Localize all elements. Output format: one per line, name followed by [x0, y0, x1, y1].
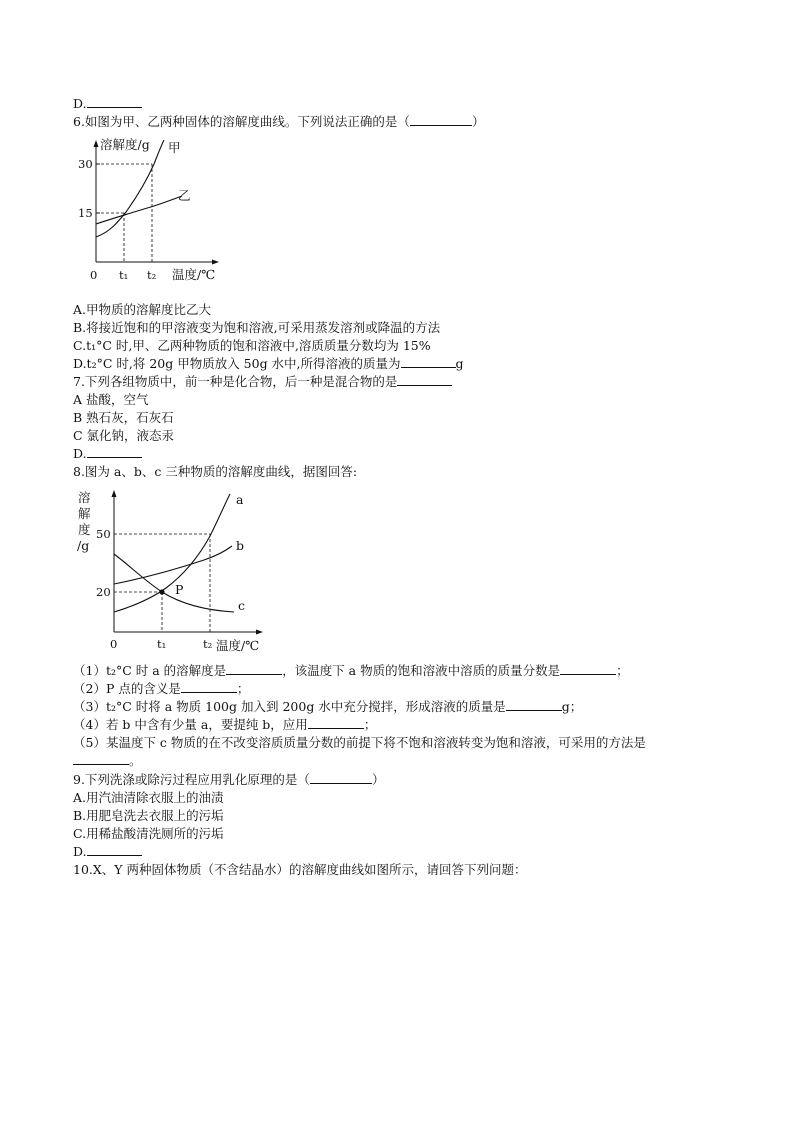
q8-part-5-blank: [73, 752, 142, 770]
origin-label: 0: [110, 637, 118, 651]
y-tick-15: 15: [78, 206, 93, 220]
q8-stem: [73, 463, 357, 481]
q8-part-3: [73, 698, 582, 716]
q6-option-b: [73, 319, 440, 337]
point-p: [159, 589, 164, 594]
option-text: A.用汽油清除衣服上的油渍: [73, 790, 224, 805]
x-axis-arrow: [256, 630, 263, 635]
q8-part-1: [73, 662, 629, 680]
y-axis-label: 溶解度/g: [100, 137, 150, 152]
x-axis-arrow: [212, 260, 219, 265]
series-b: [114, 546, 232, 584]
question-text: 6.如图为甲、乙两种固体的溶解度曲线。下列说法正确的是（: [73, 114, 410, 129]
option-text: A 盐酸，空气: [73, 392, 149, 407]
question-text-end: ）: [371, 772, 385, 787]
answer-blank: [87, 95, 142, 108]
answer-blank: [401, 355, 456, 368]
series-jia: [96, 140, 164, 237]
q7-option-a: [73, 391, 149, 409]
q9-option-c: [73, 825, 224, 843]
option-text-end: g: [455, 356, 464, 371]
question-text: 9.下列洗涤或除污过程应用乳化原理的是（: [73, 772, 310, 787]
question-text: （4）若 b 中含有少量 a，要提纯 b，应用: [73, 717, 308, 732]
x-tick-t1: t₁: [157, 637, 167, 651]
question-text-end: ）: [471, 114, 485, 129]
answer-blank: [310, 771, 372, 784]
option-text: C 氯化钠，液态汞: [73, 428, 175, 443]
q5-option-d: [73, 95, 142, 113]
q6-option-d: [73, 355, 464, 373]
question-text-end: ；: [363, 717, 377, 732]
question-text-end: 。: [129, 753, 142, 768]
series-label-yi: 乙: [178, 188, 191, 203]
y-axis-label-char: 溶: [78, 490, 91, 505]
question-text: ，该温度下 a 物质的饱和溶液中溶质的质量分数是: [282, 663, 561, 678]
y-axis-arrow: [94, 140, 99, 147]
y-tick-30: 30: [78, 157, 93, 171]
series-label-c: c: [238, 598, 246, 613]
answer-blank: [181, 680, 237, 693]
option-text: A.甲物质的溶解度比乙大: [73, 302, 212, 317]
question-text: （2）P 点的含义是: [73, 681, 181, 696]
answer-blank: [73, 752, 129, 765]
answer-blank: [87, 843, 142, 856]
q7-option-b: [73, 409, 174, 427]
answer-blank: [560, 662, 616, 675]
option-text: D.: [73, 844, 87, 859]
option-text: D.: [73, 446, 87, 461]
option-text: D.t₂°C 时,将 20g 甲物质放入 50g 水中,所得溶液的质量为: [73, 356, 401, 371]
question-text: （1）t₂°C 时 a 的溶解度是: [73, 663, 227, 678]
question-text: 10.X、Y 两种固体物质（不含结晶水）的溶解度曲线如图所示，请回答下列问题：: [73, 862, 527, 877]
option-text: B 熟石灰，石灰石: [73, 410, 174, 425]
q8-part-5: [73, 734, 646, 752]
answer-blank: [87, 445, 142, 458]
y-tick-20: 20: [96, 585, 111, 599]
q10-stem: [73, 861, 527, 879]
x-tick-t1: t₁: [119, 268, 129, 282]
point-label-p: P: [175, 582, 184, 597]
option-text: D.: [73, 96, 87, 111]
q9-option-a: [73, 789, 224, 807]
x-tick-t2: t₂: [203, 637, 213, 651]
question-text-end: ；: [616, 663, 629, 678]
option-text: C.用稀盐酸清洗厕所的污垢: [73, 826, 224, 841]
y-axis-label-char: 解: [78, 506, 91, 521]
series-yi: [96, 196, 182, 224]
y-axis-arrow: [112, 490, 117, 497]
x-axis-label: 温度/℃: [172, 267, 216, 282]
question-text: （5）某温度下 c 物质的在不改变溶质质量分数的前提下将不饱和溶液转变为饱和溶液，可采用的方法是: [73, 735, 646, 750]
option-text: C.t₁°C 时,甲、乙两种物质的饱和溶液中,溶质质量分数均为 15%: [73, 338, 431, 353]
q7-stem: [73, 373, 452, 391]
series-label-b: b: [236, 538, 245, 553]
question-text: 8.图为 a、b、c 三种物质的溶解度曲线，据图回答:: [73, 464, 358, 479]
answer-blank: [410, 113, 472, 126]
series-a: [114, 494, 230, 612]
question-text-end: g；: [561, 699, 583, 714]
q9-option-d: [73, 843, 142, 861]
q8-part-2: [73, 680, 249, 698]
answer-blank: [308, 716, 364, 729]
answer-blank: [506, 698, 562, 711]
question-text: 7.下列各组物质中，前一种是化合物，后一种是混合物的是: [73, 374, 398, 389]
y-tick-50: 50: [96, 527, 111, 541]
q6-option-a: [73, 301, 211, 319]
x-axis-label: 温度/℃: [216, 638, 260, 653]
q6-stem: [73, 113, 484, 131]
q7-option-c: [73, 427, 174, 445]
q8-part-4: [73, 716, 376, 734]
origin-label: 0: [90, 268, 98, 282]
y-axis-label-char: 度: [78, 522, 91, 537]
answer-blank: [226, 662, 282, 675]
q6-option-c: [73, 337, 431, 355]
x-tick-t2: t₂: [147, 268, 157, 282]
option-text: B.将接近饱和的甲溶液变为饱和溶液,可采用蒸发溶剂或降温的方法: [73, 320, 441, 335]
series-label-jia: 甲: [168, 140, 181, 155]
q7-option-d: [73, 445, 142, 463]
y-axis-label-char: /g: [77, 538, 90, 553]
q9-option-b: [73, 807, 224, 825]
question-text: （3）t₂°C 时将 a 物质 100g 加入到 200g 水中充分搅拌，形成溶液的质量是: [73, 699, 506, 714]
q9-stem: [73, 771, 384, 789]
option-text: B.用肥皂洗去衣服上的污垢: [73, 808, 224, 823]
series-c: [114, 554, 234, 612]
question-text-end: ；: [236, 681, 250, 696]
answer-blank: [397, 373, 452, 386]
series-label-a: a: [236, 492, 244, 507]
solubility-chart-1: [74, 136, 234, 288]
solubility-chart-2: [74, 486, 270, 658]
